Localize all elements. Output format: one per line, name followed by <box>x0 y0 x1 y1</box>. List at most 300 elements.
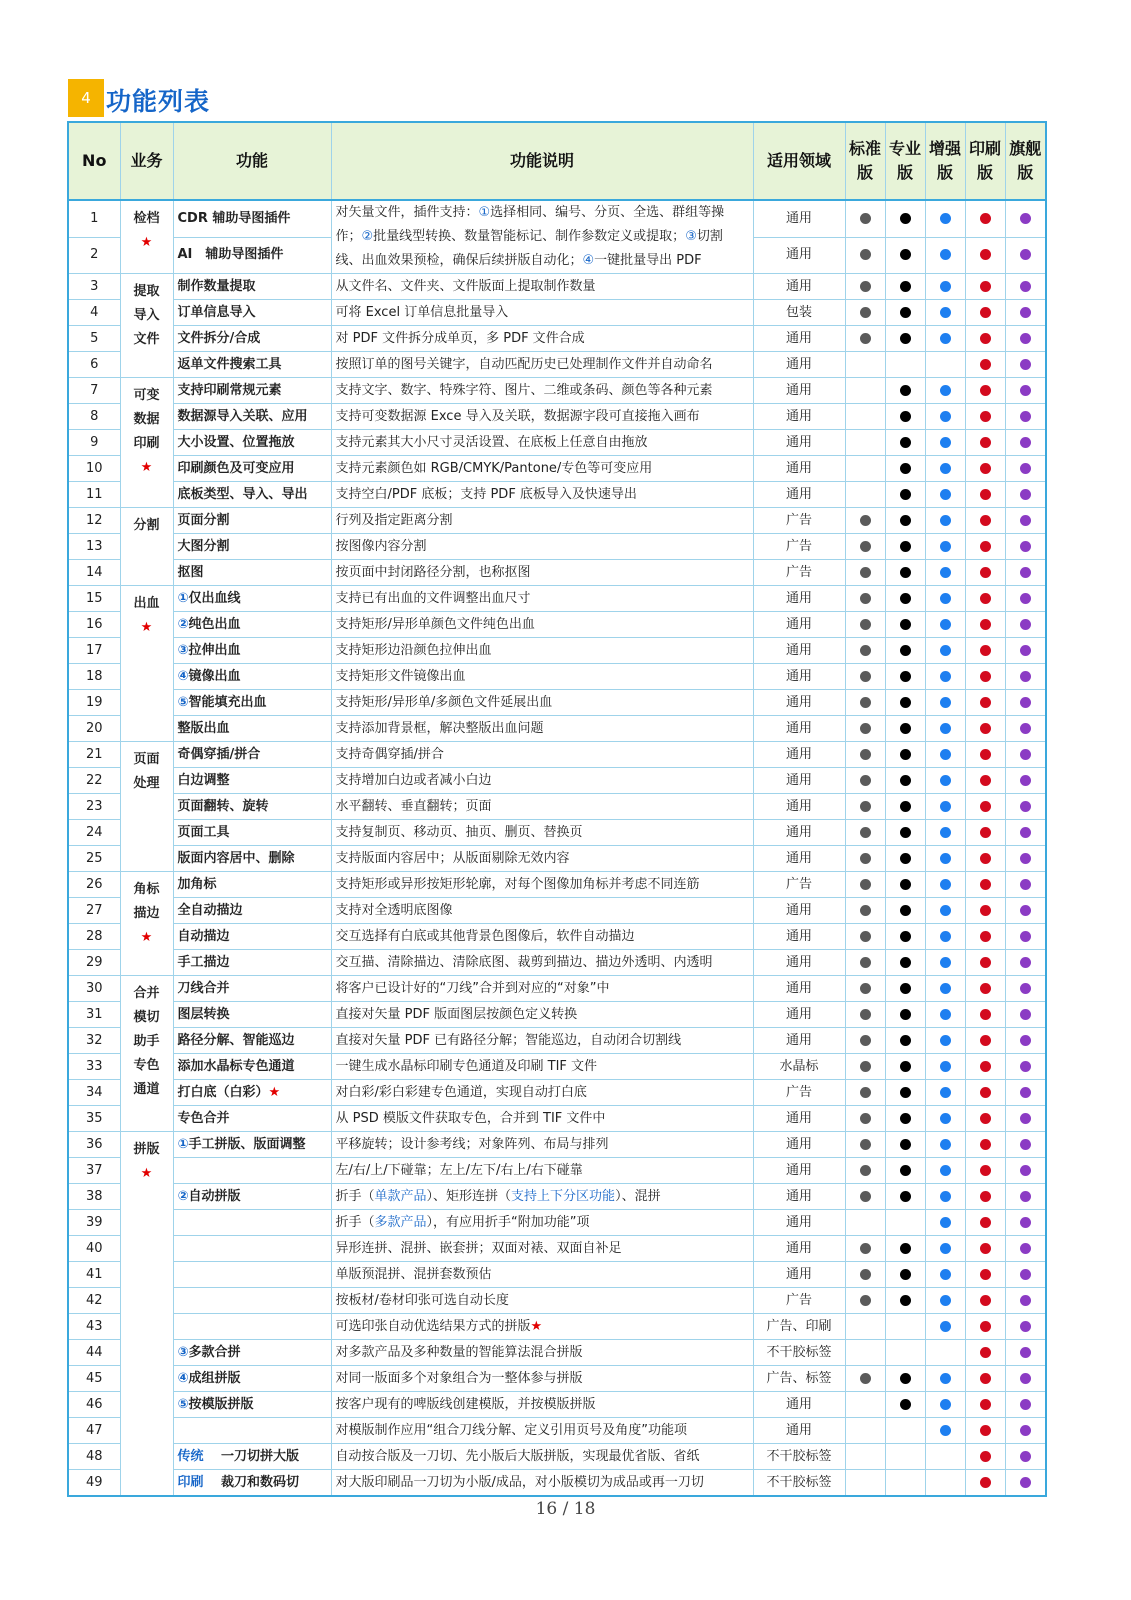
description-segment: 支持元素颜色如 RGB/CMYK/Pantone/专色等可变应用 <box>335 460 653 476</box>
page-number: 16 / 18 <box>535 1499 596 1519</box>
edition-cell-printing <box>965 430 1005 456</box>
application-domain: 广告 <box>753 1080 845 1106</box>
edition-dot-icon <box>900 879 911 890</box>
description-segment: ）、矩形连拼（ <box>426 1188 512 1204</box>
business-label: 检档 <box>133 211 160 226</box>
edition-dot-icon <box>980 1035 991 1046</box>
function-name-segment: 版面内容居中、删除 <box>177 850 295 866</box>
edition-dot-icon <box>900 1243 911 1254</box>
edition-cell-printing <box>965 1366 1005 1392</box>
edition-cell-enhanced <box>925 274 965 300</box>
edition-cell-printing <box>965 378 1005 404</box>
edition-cell-flagship <box>1005 1028 1046 1054</box>
business-label: 分割 <box>133 518 160 533</box>
edition-dot-icon <box>980 1347 991 1358</box>
edition-cell-standard <box>845 560 885 586</box>
function-name-segment: 一刀切拼大版 <box>203 1448 300 1464</box>
application-domain: 通用 <box>753 1132 845 1158</box>
function-name <box>173 1132 331 1158</box>
edition-dot-icon <box>1020 1269 1031 1280</box>
description-segment: 支持可变数据源 Exce 导入及关联，数据源字段可直接拖入画布 <box>335 408 700 424</box>
edition-dot-icon <box>980 437 991 448</box>
edition-dot-icon <box>900 213 911 224</box>
edition-dot-icon <box>940 1035 951 1046</box>
description-segment: 一键批量导出 PDF <box>594 253 702 268</box>
edition-dot-icon <box>900 1113 911 1124</box>
edition-dot-icon <box>900 671 911 682</box>
edition-cell-enhanced <box>925 237 965 273</box>
application-domain: 通用 <box>753 898 845 924</box>
edition-dot-icon <box>1020 1295 1031 1306</box>
edition-dot-icon <box>1020 671 1031 682</box>
function-name <box>173 976 331 1002</box>
edition-cell-professional <box>885 924 925 950</box>
business-label: 印刷 <box>133 436 160 451</box>
edition-dot-icon <box>980 567 991 578</box>
row-number: 31 <box>68 1002 120 1028</box>
edition-cell-flagship <box>1005 872 1046 898</box>
edition-cell-printing <box>965 794 1005 820</box>
function-name <box>173 1028 331 1054</box>
business-label: 数据 <box>133 412 160 427</box>
edition-dot-icon <box>860 775 871 786</box>
edition-dot-icon <box>940 541 951 552</box>
edition-dot-icon <box>860 931 871 942</box>
description-segment: ④ <box>582 253 595 268</box>
edition-cell-printing <box>965 586 1005 612</box>
edition-dot-icon <box>1020 463 1031 474</box>
edition-dot-icon <box>1020 853 1031 864</box>
edition-cell-professional <box>885 1340 925 1366</box>
edition-dot-icon <box>980 853 991 864</box>
application-domain: 通用 <box>753 1262 845 1288</box>
edition-cell-flagship <box>1005 768 1046 794</box>
section-title: 功能列表 <box>106 87 211 116</box>
table-row <box>68 612 1046 638</box>
edition-cell-printing <box>965 1132 1005 1158</box>
function-description <box>331 1210 753 1236</box>
function-name-segment: ⑤ <box>177 694 189 710</box>
description-segment: ★ <box>530 1318 543 1334</box>
application-domain: 通用 <box>753 1210 845 1236</box>
edition-cell-standard <box>845 1106 885 1132</box>
edition-cell-printing <box>965 1418 1005 1444</box>
business-label: 文件 <box>133 332 160 347</box>
description-segment: ① <box>478 205 491 220</box>
edition-cell-professional <box>885 534 925 560</box>
edition-dot-icon <box>940 1087 951 1098</box>
edition-dot-icon <box>1020 1087 1031 1098</box>
table-row <box>68 1288 1046 1314</box>
edition-dot-icon <box>900 1165 911 1176</box>
table-row <box>68 352 1046 378</box>
edition-dot-icon <box>940 1191 951 1202</box>
edition-dot-icon <box>940 1061 951 1072</box>
edition-dot-icon <box>980 1217 991 1228</box>
function-description <box>331 1054 753 1080</box>
edition-cell-standard <box>845 1392 885 1418</box>
edition-dot-icon <box>1020 1347 1031 1358</box>
description-segment: 交互选择有白底或其他背景色图像后，软件自动描边 <box>335 928 635 944</box>
edition-dot-icon <box>980 1113 991 1124</box>
function-name <box>173 404 331 430</box>
application-domain: 广告 <box>753 872 845 898</box>
row-number: 18 <box>68 664 120 690</box>
table-row <box>68 1158 1046 1184</box>
edition-dot-icon <box>900 411 911 422</box>
description-segment: 支持矩形/异形单/多颜色文件延展出血 <box>335 694 553 710</box>
function-name <box>173 1340 331 1366</box>
function-name <box>173 430 331 456</box>
edition-dot-icon <box>860 1087 871 1098</box>
section-number-badge: 4 <box>68 79 104 117</box>
edition-dot-icon <box>1020 333 1031 344</box>
description-segment: 对白彩/彩白彩建专色通道，实现自动打白底 <box>335 1084 587 1100</box>
edition-cell-professional <box>885 1366 925 1392</box>
edition-dot-icon <box>940 671 951 682</box>
edition-cell-enhanced <box>925 1236 965 1262</box>
application-domain: 广告、印刷 <box>753 1314 845 1340</box>
edition-dot-icon <box>980 775 991 786</box>
table-row <box>68 820 1046 846</box>
edition-cell-printing <box>965 1314 1005 1340</box>
function-name <box>173 378 331 404</box>
edition-dot-icon <box>1020 281 1031 292</box>
edition-cell-standard <box>845 1028 885 1054</box>
description-segment: 左/右/上/下碰靠；左上/左下/右上/右下碰靠 <box>335 1162 583 1178</box>
description-segment: 从 PSD 模版文件获取专色，合并到 TIF 文件中 <box>335 1110 606 1126</box>
row-number: 36 <box>68 1132 120 1158</box>
edition-cell-flagship <box>1005 846 1046 872</box>
function-name <box>173 237 331 273</box>
table-row <box>68 404 1046 430</box>
edition-cell-printing <box>965 1288 1005 1314</box>
function-description <box>331 1262 753 1288</box>
function-name <box>173 794 331 820</box>
edition-cell-flagship <box>1005 742 1046 768</box>
edition-cell-standard <box>845 1470 885 1497</box>
edition-dot-icon <box>980 1165 991 1176</box>
edition-cell-standard <box>845 976 885 1002</box>
function-name <box>173 950 331 976</box>
edition-dot-icon <box>1020 567 1031 578</box>
edition-cell-enhanced <box>925 1340 965 1366</box>
business-label: 助手 <box>133 1034 160 1049</box>
edition-cell-printing <box>965 716 1005 742</box>
row-number: 7 <box>68 378 120 404</box>
table-row <box>68 1314 1046 1340</box>
edition-dot-icon <box>860 1113 871 1124</box>
edition-dot-icon <box>900 775 911 786</box>
table-row <box>68 638 1046 664</box>
function-name <box>173 1418 331 1444</box>
edition-cell-professional <box>885 872 925 898</box>
edition-dot-icon <box>900 567 911 578</box>
edition-cell-standard <box>845 404 885 430</box>
edition-cell-printing <box>965 300 1005 326</box>
edition-dot-icon <box>900 437 911 448</box>
edition-dot-icon <box>1020 619 1031 630</box>
function-name-segment: 图层转换 <box>177 1006 230 1022</box>
edition-cell-standard <box>845 612 885 638</box>
edition-dot-icon <box>860 1373 871 1384</box>
business-label: 描边 <box>133 906 160 921</box>
function-name-segment: 路径分解、智能巡边 <box>177 1032 295 1048</box>
edition-dot-icon <box>1020 1061 1031 1072</box>
function-name <box>173 1470 331 1497</box>
edition-cell-standard <box>845 300 885 326</box>
edition-cell-standard <box>845 1444 885 1470</box>
function-description <box>331 898 753 924</box>
edition-dot-icon <box>940 957 951 968</box>
edition-cell-enhanced <box>925 768 965 794</box>
description-segment: 支持矩形文件镜像出血 <box>335 668 466 684</box>
edition-dot-icon <box>900 281 911 292</box>
edition-dot-icon <box>1020 749 1031 760</box>
description-segment: 支持对全透明底图像 <box>335 902 453 918</box>
edition-dot-icon <box>900 1087 911 1098</box>
edition-dot-icon <box>980 1061 991 1072</box>
application-domain: 通用 <box>753 482 845 508</box>
business-category <box>120 586 173 742</box>
edition-dot-icon <box>1020 775 1031 786</box>
business-category <box>120 742 173 872</box>
function-description <box>331 1080 753 1106</box>
edition-cell-professional <box>885 508 925 534</box>
table-row <box>68 430 1046 456</box>
header-edition-flagship: 旗舰版 <box>1005 122 1046 200</box>
table-row <box>68 1444 1046 1470</box>
business-label: 处理 <box>133 776 160 791</box>
row-number: 8 <box>68 404 120 430</box>
application-domain: 通用 <box>753 1028 845 1054</box>
edition-cell-printing <box>965 482 1005 508</box>
edition-dot-icon <box>940 931 951 942</box>
edition-cell-professional <box>885 690 925 716</box>
table-row <box>68 924 1046 950</box>
edition-dot-icon <box>940 1269 951 1280</box>
row-number: 48 <box>68 1444 120 1470</box>
edition-cell-printing <box>965 1158 1005 1184</box>
edition-dot-icon <box>980 307 991 318</box>
edition-cell-enhanced <box>925 560 965 586</box>
edition-dot-icon <box>940 333 951 344</box>
function-description <box>331 768 753 794</box>
edition-cell-enhanced <box>925 976 965 1002</box>
description-segment: 选择相同、编号、分页、全选、群组等操作； <box>335 205 725 244</box>
edition-dot-icon <box>1020 515 1031 526</box>
edition-cell-standard <box>845 768 885 794</box>
function-name <box>173 924 331 950</box>
row-number: 34 <box>68 1080 120 1106</box>
edition-dot-icon <box>1020 723 1031 734</box>
table-row <box>68 1418 1046 1444</box>
application-domain: 通用 <box>753 378 845 404</box>
edition-dot-icon <box>860 515 871 526</box>
application-domain: 通用 <box>753 1418 845 1444</box>
function-name <box>173 638 331 664</box>
edition-cell-standard <box>845 1210 885 1236</box>
edition-cell-standard <box>845 846 885 872</box>
edition-cell-enhanced <box>925 1366 965 1392</box>
edition-cell-printing <box>965 326 1005 352</box>
edition-dot-icon <box>1020 931 1031 942</box>
description-segment: 支持上下分区功能 <box>511 1188 616 1204</box>
edition-dot-icon <box>940 1425 951 1436</box>
row-number: 40 <box>68 1236 120 1262</box>
edition-dot-icon <box>860 333 871 344</box>
business-label: 通道 <box>133 1082 160 1097</box>
edition-dot-icon <box>900 333 911 344</box>
application-domain: 通用 <box>753 1392 845 1418</box>
header-edition-standard: 标准版 <box>845 122 885 200</box>
row-number: 26 <box>68 872 120 898</box>
function-description <box>331 1392 753 1418</box>
description-segment: 对同一版面多个对象组合为一整体参与拼版 <box>335 1370 583 1386</box>
edition-dot-icon <box>860 1243 871 1254</box>
description-segment: 平移旋转；设计参考线；对象阵列、布局与排列 <box>335 1136 609 1152</box>
edition-dot-icon <box>980 879 991 890</box>
edition-cell-standard <box>845 1080 885 1106</box>
row-number: 5 <box>68 326 120 352</box>
function-name-segment: 加角标 <box>177 876 217 892</box>
edition-cell-printing <box>965 664 1005 690</box>
application-domain: 通用 <box>753 430 845 456</box>
edition-cell-standard <box>845 352 885 378</box>
edition-cell-flagship <box>1005 1262 1046 1288</box>
row-number: 30 <box>68 976 120 1002</box>
table-row <box>68 950 1046 976</box>
edition-cell-flagship <box>1005 326 1046 352</box>
edition-cell-enhanced <box>925 1392 965 1418</box>
edition-cell-flagship <box>1005 560 1046 586</box>
application-domain: 不干胶标签 <box>753 1444 845 1470</box>
edition-dot-icon <box>860 1191 871 1202</box>
edition-cell-flagship <box>1005 1288 1046 1314</box>
business-category <box>120 274 173 378</box>
row-number: 25 <box>68 846 120 872</box>
edition-dot-icon <box>980 463 991 474</box>
table-row <box>68 664 1046 690</box>
edition-dot-icon <box>900 1269 911 1280</box>
function-name-segment: 大图分割 <box>177 538 230 554</box>
edition-dot-icon <box>860 1035 871 1046</box>
application-domain: 不干胶标签 <box>753 1470 845 1497</box>
row-number: 41 <box>68 1262 120 1288</box>
edition-cell-enhanced <box>925 1288 965 1314</box>
edition-dot-icon <box>980 723 991 734</box>
edition-cell-printing <box>965 1028 1005 1054</box>
row-number: 27 <box>68 898 120 924</box>
function-name-segment: 裁刀和数码切 <box>203 1474 300 1490</box>
application-domain: 通用 <box>753 846 845 872</box>
edition-cell-printing <box>965 1340 1005 1366</box>
function-description <box>331 508 753 534</box>
edition-cell-printing <box>965 1184 1005 1210</box>
function-name <box>173 300 331 326</box>
edition-dot-icon <box>900 515 911 526</box>
function-description <box>331 638 753 664</box>
function-name <box>173 482 331 508</box>
edition-cell-professional <box>885 1262 925 1288</box>
function-name-segment: 奇偶穿插/拼合 <box>177 746 261 762</box>
edition-cell-professional <box>885 586 925 612</box>
edition-dot-icon <box>1020 1243 1031 1254</box>
edition-dot-icon <box>980 1191 991 1202</box>
edition-cell-standard <box>845 508 885 534</box>
description-segment: 可选印张自动优选结果方式的拼版 <box>335 1318 531 1334</box>
function-name-segment: 制作数量提取 <box>177 278 256 294</box>
edition-cell-professional <box>885 1132 925 1158</box>
edition-cell-printing <box>965 872 1005 898</box>
function-name-segment: ⑤ <box>177 1396 189 1412</box>
edition-dot-icon <box>980 541 991 552</box>
function-description <box>331 456 753 482</box>
edition-dot-icon <box>1020 385 1031 396</box>
row-number: 33 <box>68 1054 120 1080</box>
edition-dot-icon <box>980 749 991 760</box>
business-label: 导入 <box>133 308 160 323</box>
description-segment: 切割线、出血效果预检，确保后续拼版自动化； <box>335 229 723 268</box>
edition-cell-professional <box>885 1080 925 1106</box>
edition-dot-icon <box>860 213 871 224</box>
edition-dot-icon <box>980 1087 991 1098</box>
edition-dot-icon <box>940 697 951 708</box>
edition-cell-flagship <box>1005 1470 1046 1497</box>
function-description <box>331 1132 753 1158</box>
edition-dot-icon <box>1020 645 1031 656</box>
edition-dot-icon <box>1020 307 1031 318</box>
application-domain: 广告 <box>753 534 845 560</box>
description-segment: 支持矩形或异形按矩形轮廓，对每个图像加角标并考虑不同连筋 <box>335 876 700 892</box>
edition-dot-icon <box>940 213 951 224</box>
edition-cell-professional <box>885 1288 925 1314</box>
edition-dot-icon <box>860 1009 871 1020</box>
edition-cell-flagship <box>1005 898 1046 924</box>
edition-cell-enhanced <box>925 300 965 326</box>
edition-cell-enhanced <box>925 200 965 237</box>
description-segment: 按页面中封闭路径分割，也称抠图 <box>335 564 531 580</box>
row-number: 12 <box>68 508 120 534</box>
description-segment: ）、混拼 <box>615 1188 661 1204</box>
edition-dot-icon <box>860 1165 871 1176</box>
edition-dot-icon <box>900 1191 911 1202</box>
edition-cell-flagship <box>1005 482 1046 508</box>
edition-cell-standard <box>845 820 885 846</box>
application-domain: 水晶标 <box>753 1054 845 1080</box>
edition-dot-icon <box>1020 1373 1031 1384</box>
function-name <box>173 560 331 586</box>
edition-cell-flagship <box>1005 430 1046 456</box>
edition-dot-icon <box>1020 801 1031 812</box>
edition-dot-icon <box>940 1113 951 1124</box>
edition-cell-printing <box>965 274 1005 300</box>
function-name-segment: ② <box>177 616 189 632</box>
business-label: 页面 <box>133 752 160 767</box>
function-name-segment: 多款合拼 <box>188 1344 241 1360</box>
edition-cell-flagship <box>1005 1080 1046 1106</box>
edition-cell-standard <box>845 326 885 352</box>
edition-dot-icon <box>940 619 951 630</box>
edition-cell-enhanced <box>925 508 965 534</box>
edition-cell-printing <box>965 1002 1005 1028</box>
business-category <box>120 976 173 1132</box>
edition-dot-icon <box>940 489 951 500</box>
edition-cell-professional <box>885 820 925 846</box>
edition-cell-flagship <box>1005 404 1046 430</box>
row-number: 22 <box>68 768 120 794</box>
function-description <box>331 664 753 690</box>
